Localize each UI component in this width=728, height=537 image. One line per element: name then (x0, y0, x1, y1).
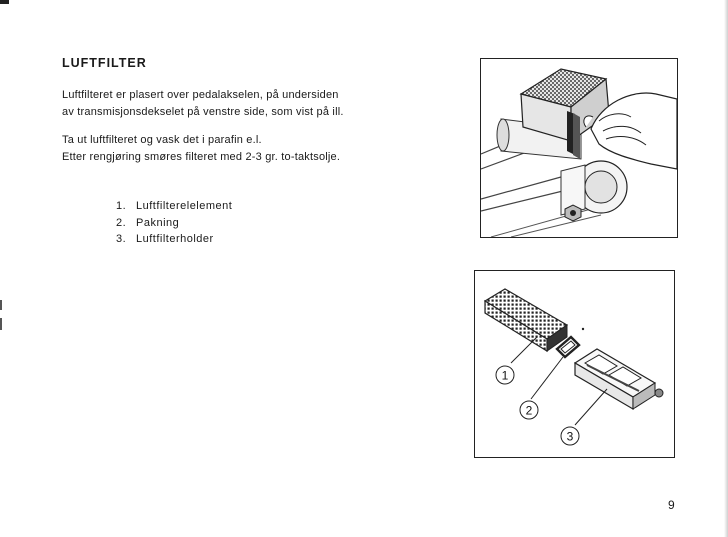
edge-tick (0, 318, 2, 330)
filter-element-part (485, 289, 567, 351)
filter-location-illustration (480, 58, 678, 238)
parts-list (116, 198, 232, 248)
part-name: Luftfilterholder (136, 233, 214, 245)
callout-label: 2 (525, 403, 533, 418)
paragraph-line: av transmisjonsdekselet på venstre side, som vist på ill. (62, 105, 344, 118)
parts-exploded-drawing (475, 271, 674, 457)
parts-exploded-illustration (474, 270, 675, 458)
callout-2 (520, 401, 538, 419)
callout-1 (496, 366, 514, 384)
parts-list-item (116, 231, 232, 248)
callout-label: 3 (566, 429, 574, 444)
filter-location-drawing (481, 59, 677, 237)
paragraph-line: Luftfilteret er plasert over pedalakselen, på undersiden (62, 89, 339, 101)
callout-3 (561, 427, 579, 445)
paragraph-line: Ta ut luftfilteret og vask det i parafin e.l. (62, 134, 262, 146)
part-name: Pakning (136, 216, 180, 229)
section-title: LUFTFILTER (62, 56, 147, 70)
part-number: 2. (116, 216, 127, 229)
filter-holder-part (575, 349, 663, 409)
page-edge-shadow (724, 0, 728, 537)
paragraph-line: Etter rengjøring smøres filteret med 2-3 gr. to-taktsolje. (62, 150, 341, 163)
part-number: 3. (116, 233, 127, 245)
page-number: 9 (668, 498, 675, 512)
page-corner-mark (0, 0, 9, 4)
parts-list-item (116, 215, 232, 232)
part-number: 1. (116, 200, 127, 212)
part-name: Luftfilterelelement (136, 200, 233, 212)
location-paragraph (62, 87, 344, 120)
edge-tick (0, 300, 2, 310)
cleaning-paragraph (62, 132, 340, 165)
parts-list-item (116, 198, 232, 215)
callout-label: 1 (501, 368, 509, 383)
